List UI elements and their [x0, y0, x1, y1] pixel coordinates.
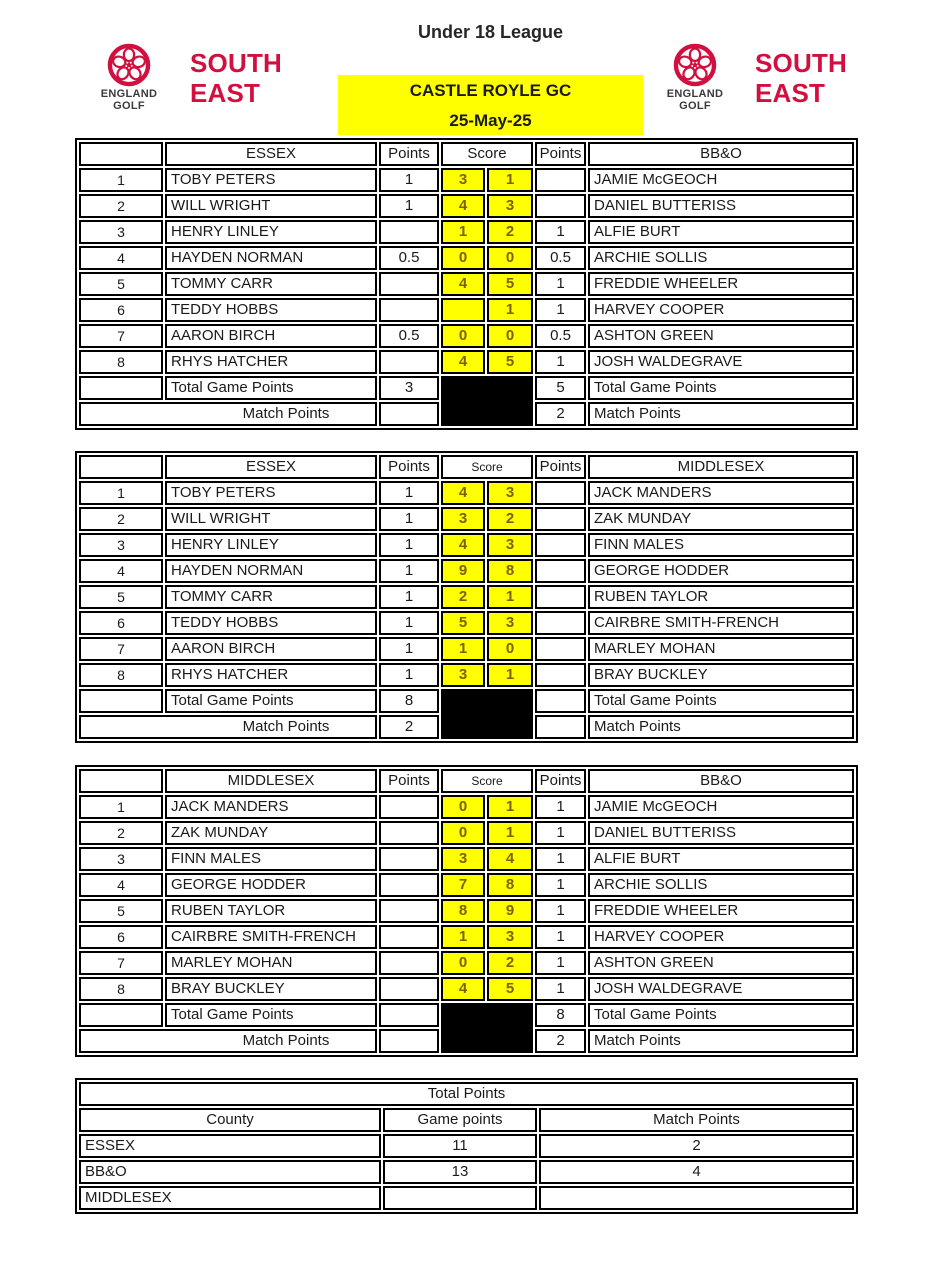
home-points-value [379, 873, 439, 897]
away-score-cell: 3 [487, 194, 533, 218]
board-number: 8 [79, 663, 163, 687]
home-player-name: AARON BIRCH [165, 324, 377, 348]
away-player-name: DANIEL BUTTERISS [588, 821, 854, 845]
home-points-value [379, 977, 439, 1001]
away-points-value: 1 [535, 951, 586, 975]
away-team-header: BB&O [588, 769, 854, 793]
home-points-value [379, 847, 439, 871]
county-name: ESSEX [79, 1134, 381, 1158]
player-row [79, 168, 854, 192]
away-points-value [535, 481, 586, 505]
match-points-label: Match Points [79, 1029, 377, 1053]
away-points-header: Points [535, 769, 586, 793]
home-points-value [379, 350, 439, 374]
home-match-value [379, 402, 439, 426]
home-score-cell: 3 [441, 663, 485, 687]
away-score-cell: 1 [487, 585, 533, 609]
board-number: 3 [79, 847, 163, 871]
home-points-value [379, 925, 439, 949]
caption-line2: GOLF [113, 100, 145, 112]
home-match-value [379, 1029, 439, 1053]
match-table-essex-bbo [75, 138, 858, 430]
home-points-value [379, 951, 439, 975]
match-points-label: Match Points [588, 402, 854, 426]
score-header: Score [441, 769, 533, 793]
away-points-value: 1 [535, 272, 586, 296]
away-score-cell: 3 [487, 481, 533, 505]
game-points-value [383, 1186, 537, 1210]
blank-cell [79, 689, 163, 713]
home-player-name: JACK MANDERS [165, 795, 377, 819]
home-points-value: 1 [379, 168, 439, 192]
home-score-cell [441, 298, 485, 322]
player-row [79, 246, 854, 270]
summary-header-row [79, 1108, 854, 1132]
home-points-value: 1 [379, 507, 439, 531]
summary-title: Total Points [79, 1082, 854, 1106]
home-team-header: ESSEX [165, 142, 377, 166]
home-points-value [379, 795, 439, 819]
away-points-header: Points [535, 142, 586, 166]
away-points-value [535, 611, 586, 635]
away-player-name: JACK MANDERS [588, 481, 854, 505]
total-game-points-row [79, 1003, 854, 1027]
board-number: 2 [79, 821, 163, 845]
away-score-cell: 5 [487, 350, 533, 374]
match-points-label: Match Points [79, 715, 377, 739]
away-points-value: 1 [535, 821, 586, 845]
away-score-cell: 5 [487, 272, 533, 296]
home-player-name: HAYDEN NORMAN [165, 559, 377, 583]
home-total-value: 8 [379, 689, 439, 713]
home-player-name: TEDDY HOBBS [165, 298, 377, 322]
player-row [79, 795, 854, 819]
home-score-cell: 5 [441, 611, 485, 635]
home-score-cell: 0 [441, 246, 485, 270]
away-points-header: Points [535, 455, 586, 479]
board-number: 4 [79, 873, 163, 897]
england-golf-caption [87, 88, 171, 112]
blank-cell [79, 1003, 163, 1027]
total-game-points-label: Total Game Points [588, 689, 854, 713]
home-score-cell: 4 [441, 350, 485, 374]
score-header: Score [441, 455, 533, 479]
home-score-cell: 4 [441, 533, 485, 557]
away-player-name: HARVEY COOPER [588, 298, 854, 322]
board-number: 7 [79, 637, 163, 661]
home-player-name: BRAY BUCKLEY [165, 977, 377, 1001]
away-points-value [535, 194, 586, 218]
player-row [79, 272, 854, 296]
away-match-value [535, 715, 586, 739]
away-player-name: JOSH WALDEGRAVE [588, 350, 854, 374]
home-player-name: ZAK MUNDAY [165, 821, 377, 845]
blackout-cell [441, 689, 533, 739]
home-points-value: 1 [379, 663, 439, 687]
away-points-value: 1 [535, 925, 586, 949]
home-points-value: 1 [379, 559, 439, 583]
away-player-name: CAIRBRE SMITH-FRENCH [588, 611, 854, 635]
away-score-cell: 3 [487, 611, 533, 635]
away-player-name: MARLEY MOHAN [588, 637, 854, 661]
board-number: 3 [79, 220, 163, 244]
home-points-value [379, 821, 439, 845]
game-points-value: 11 [383, 1134, 537, 1158]
match-points-value: 4 [539, 1160, 854, 1184]
home-match-value: 2 [379, 715, 439, 739]
england-golf-logo [107, 43, 151, 87]
venue-banner [338, 75, 643, 135]
blank-header-cell [79, 142, 163, 166]
home-score-cell: 8 [441, 899, 485, 923]
player-row [79, 507, 854, 531]
home-player-name: TOMMY CARR [165, 585, 377, 609]
away-player-name: FREDDIE WHEELER [588, 272, 854, 296]
player-row [79, 350, 854, 374]
home-score-cell: 1 [441, 925, 485, 949]
score-header: Score [441, 142, 533, 166]
away-player-name: FINN MALES [588, 533, 854, 557]
home-score-cell: 1 [441, 637, 485, 661]
board-number: 1 [79, 795, 163, 819]
home-player-name: HENRY LINLEY [165, 533, 377, 557]
home-points-value [379, 272, 439, 296]
home-player-name: MARLEY MOHAN [165, 951, 377, 975]
home-player-name: HAYDEN NORMAN [165, 246, 377, 270]
blackout-cell [441, 1003, 533, 1053]
match-header-row [79, 769, 854, 793]
away-player-name: ZAK MUNDAY [588, 507, 854, 531]
away-points-value [535, 168, 586, 192]
away-player-name: BRAY BUCKLEY [588, 663, 854, 687]
blackout-cell [441, 376, 533, 426]
away-score-cell: 9 [487, 899, 533, 923]
home-points-value [379, 899, 439, 923]
board-number: 1 [79, 481, 163, 505]
away-points-value: 1 [535, 899, 586, 923]
home-score-cell: 3 [441, 168, 485, 192]
player-row [79, 220, 854, 244]
home-points-value: 1 [379, 533, 439, 557]
away-points-value [535, 559, 586, 583]
away-points-value [535, 533, 586, 557]
player-row [79, 194, 854, 218]
home-points-value [379, 220, 439, 244]
away-match-value: 2 [535, 402, 586, 426]
home-score-cell: 4 [441, 272, 485, 296]
home-points-value: 0.5 [379, 324, 439, 348]
total-game-points-row [79, 689, 854, 713]
player-row [79, 821, 854, 845]
county-name: MIDDLESEX [79, 1186, 381, 1210]
home-player-name: WILL WRIGHT [165, 507, 377, 531]
total-game-points-row [79, 376, 854, 400]
match-header-row [79, 455, 854, 479]
home-points-header: Points [379, 769, 439, 793]
away-player-name: GEORGE HODDER [588, 559, 854, 583]
blank-header-cell [79, 455, 163, 479]
home-score-cell: 2 [441, 585, 485, 609]
away-score-cell: 0 [487, 324, 533, 348]
home-points-value [379, 298, 439, 322]
away-player-name: JAMIE McGEOCH [588, 795, 854, 819]
away-score-cell: 1 [487, 821, 533, 845]
home-score-cell: 4 [441, 481, 485, 505]
game-points-header: Game points [383, 1108, 537, 1132]
home-score-cell: 1 [441, 220, 485, 244]
away-score-cell: 5 [487, 977, 533, 1001]
away-score-cell: 2 [487, 220, 533, 244]
home-score-cell: 0 [441, 324, 485, 348]
total-game-points-label: Total Game Points [165, 376, 377, 400]
player-row [79, 925, 854, 949]
away-match-value: 2 [535, 1029, 586, 1053]
board-number: 4 [79, 559, 163, 583]
away-points-value [535, 663, 586, 687]
board-number: 6 [79, 925, 163, 949]
home-player-name: RHYS HATCHER [165, 350, 377, 374]
total-game-points-label: Total Game Points [588, 376, 854, 400]
home-total-value: 3 [379, 376, 439, 400]
away-player-name: ARCHIE SOLLIS [588, 246, 854, 270]
away-points-value: 1 [535, 350, 586, 374]
away-player-name: ASHTON GREEN [588, 951, 854, 975]
match-points-header: Match Points [539, 1108, 854, 1132]
home-team-header: MIDDLESEX [165, 769, 377, 793]
player-row [79, 637, 854, 661]
south-east-label: SOUTH EAST [755, 48, 847, 108]
page-title: Under 18 League [417, 22, 564, 42]
away-player-name: HARVEY COOPER [588, 925, 854, 949]
away-player-name: FREDDIE WHEELER [588, 899, 854, 923]
board-number: 5 [79, 899, 163, 923]
south-east-label: SOUTH EAST [190, 48, 282, 108]
home-total-value [379, 1003, 439, 1027]
away-points-value: 1 [535, 977, 586, 1001]
player-row [79, 977, 854, 1001]
board-number: 6 [79, 298, 163, 322]
away-player-name: ALFIE BURT [588, 847, 854, 871]
player-row [79, 847, 854, 871]
board-number: 5 [79, 272, 163, 296]
home-player-name: RHYS HATCHER [165, 663, 377, 687]
player-row [79, 899, 854, 923]
board-number: 3 [79, 533, 163, 557]
total-game-points-label: Total Game Points [588, 1003, 854, 1027]
caption-line1: ENGLAND [100, 88, 158, 100]
home-score-cell: 7 [441, 873, 485, 897]
player-row [79, 481, 854, 505]
match-header-row [79, 142, 854, 166]
home-player-name: TOMMY CARR [165, 272, 377, 296]
away-score-cell: 8 [487, 559, 533, 583]
summary-row [79, 1186, 854, 1210]
away-player-name: ALFIE BURT [588, 220, 854, 244]
away-points-value: 0.5 [535, 324, 586, 348]
home-player-name: TOBY PETERS [165, 481, 377, 505]
away-player-name: DANIEL BUTTERISS [588, 194, 854, 218]
player-row [79, 298, 854, 322]
match-points-value [539, 1186, 854, 1210]
home-points-value: 1 [379, 585, 439, 609]
player-row [79, 663, 854, 687]
away-score-cell: 4 [487, 847, 533, 871]
home-points-value: 1 [379, 194, 439, 218]
match-points-value: 2 [539, 1134, 854, 1158]
county-name: BB&O [79, 1160, 381, 1184]
england-golf-logo [673, 43, 717, 87]
match-table-middlesex-bbo [75, 765, 858, 1057]
away-player-name: ASHTON GREEN [588, 324, 854, 348]
venue-name: CASTLE ROYLE GC [409, 81, 572, 100]
away-points-value: 1 [535, 298, 586, 322]
board-number: 1 [79, 168, 163, 192]
board-number: 2 [79, 194, 163, 218]
home-player-name: HENRY LINLEY [165, 220, 377, 244]
home-team-header: ESSEX [165, 455, 377, 479]
home-score-cell: 9 [441, 559, 485, 583]
home-points-header: Points [379, 455, 439, 479]
home-score-cell: 0 [441, 951, 485, 975]
away-points-value [535, 585, 586, 609]
away-points-value: 1 [535, 220, 586, 244]
match-table-essex-middlesex [75, 451, 858, 743]
away-score-cell: 2 [487, 507, 533, 531]
home-points-value: 1 [379, 481, 439, 505]
total-game-points-label: Total Game Points [165, 689, 377, 713]
blank-cell [79, 376, 163, 400]
match-date: 25-May-25 [449, 111, 532, 130]
away-player-name: JAMIE McGEOCH [588, 168, 854, 192]
home-score-cell: 3 [441, 847, 485, 871]
away-total-value [535, 689, 586, 713]
away-score-cell: 0 [487, 246, 533, 270]
home-score-cell: 4 [441, 977, 485, 1001]
away-points-value: 0.5 [535, 246, 586, 270]
home-score-cell: 0 [441, 821, 485, 845]
match-points-label: Match Points [588, 1029, 854, 1053]
home-player-name: CAIRBRE SMITH-FRENCH [165, 925, 377, 949]
player-row [79, 873, 854, 897]
player-row [79, 611, 854, 635]
home-player-name: TEDDY HOBBS [165, 611, 377, 635]
player-row [79, 951, 854, 975]
away-score-cell: 3 [487, 925, 533, 949]
blank-header-cell [79, 769, 163, 793]
home-player-name: GEORGE HODDER [165, 873, 377, 897]
county-header: County [79, 1108, 381, 1132]
home-points-value: 0.5 [379, 246, 439, 270]
home-player-name: FINN MALES [165, 847, 377, 871]
home-points-header: Points [379, 142, 439, 166]
match-points-label: Match Points [588, 715, 854, 739]
away-score-cell: 1 [487, 795, 533, 819]
total-game-points-label: Total Game Points [165, 1003, 377, 1027]
board-number: 7 [79, 951, 163, 975]
away-total-value: 5 [535, 376, 586, 400]
england-golf-caption: ENGLAND GOLF [666, 88, 724, 112]
away-team-header: MIDDLESEX [588, 455, 854, 479]
board-number: 4 [79, 246, 163, 270]
board-number: 6 [79, 611, 163, 635]
away-points-value [535, 507, 586, 531]
board-number: 8 [79, 350, 163, 374]
away-points-value [535, 637, 586, 661]
player-row [79, 324, 854, 348]
away-score-cell: 1 [487, 168, 533, 192]
home-player-name: WILL WRIGHT [165, 194, 377, 218]
away-score-cell: 8 [487, 873, 533, 897]
player-row [79, 559, 854, 583]
board-number: 7 [79, 324, 163, 348]
player-row [79, 585, 854, 609]
home-score-cell: 4 [441, 194, 485, 218]
game-points-value: 13 [383, 1160, 537, 1184]
home-player-name: RUBEN TAYLOR [165, 899, 377, 923]
away-score-cell: 1 [487, 663, 533, 687]
home-score-cell: 3 [441, 507, 485, 531]
home-player-name: AARON BIRCH [165, 637, 377, 661]
total-points-table [75, 1078, 858, 1214]
away-score-cell: 0 [487, 637, 533, 661]
away-score-cell: 1 [487, 298, 533, 322]
away-score-cell: 2 [487, 951, 533, 975]
away-total-value: 8 [535, 1003, 586, 1027]
board-number: 8 [79, 977, 163, 1001]
match-points-label: Match Points [79, 402, 377, 426]
player-row [79, 533, 854, 557]
away-points-value: 1 [535, 795, 586, 819]
home-points-value: 1 [379, 611, 439, 635]
away-team-header: BB&O [588, 142, 854, 166]
summary-row [79, 1160, 854, 1184]
home-score-cell: 0 [441, 795, 485, 819]
board-number: 2 [79, 507, 163, 531]
away-player-name: ARCHIE SOLLIS [588, 873, 854, 897]
summary-title-row [79, 1082, 854, 1106]
away-player-name: JOSH WALDEGRAVE [588, 977, 854, 1001]
away-points-value: 1 [535, 873, 586, 897]
home-points-value: 1 [379, 637, 439, 661]
away-player-name: RUBEN TAYLOR [588, 585, 854, 609]
board-number: 5 [79, 585, 163, 609]
home-player-name: TOBY PETERS [165, 168, 377, 192]
summary-row [79, 1134, 854, 1158]
away-score-cell: 3 [487, 533, 533, 557]
away-points-value: 1 [535, 847, 586, 871]
